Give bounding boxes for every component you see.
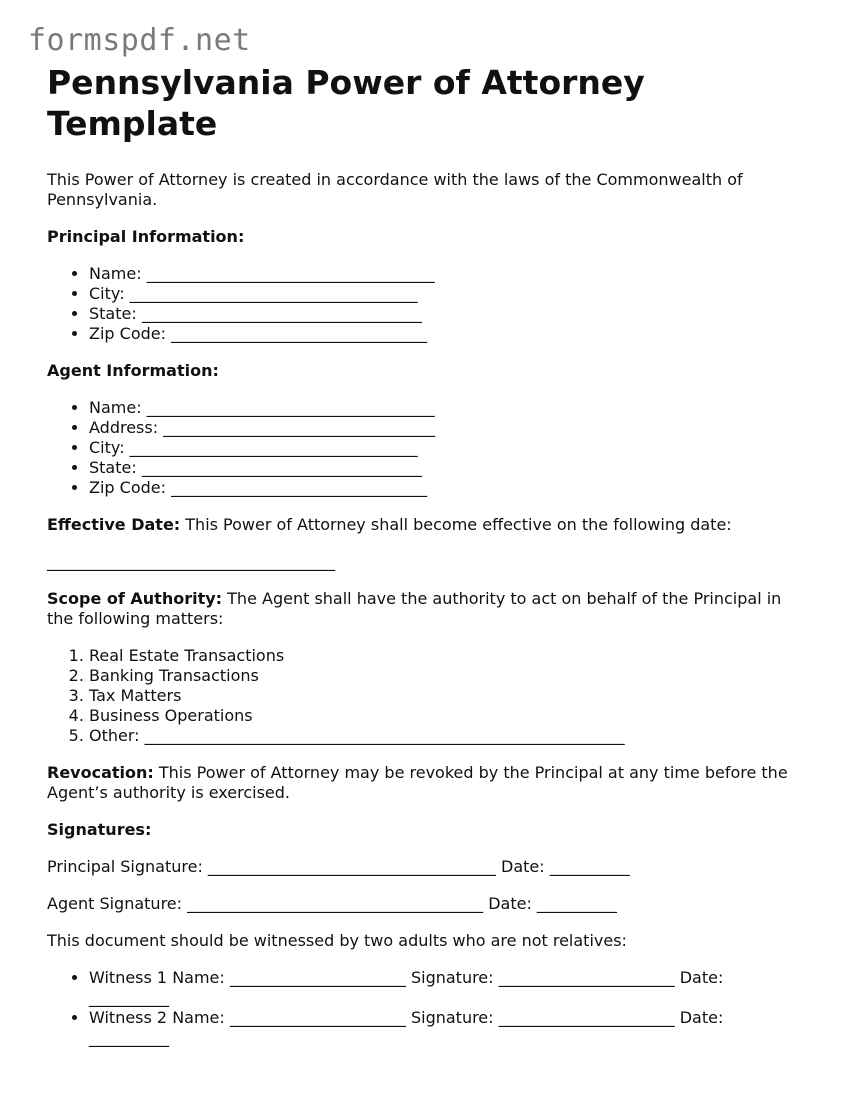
agent-heading: Agent Information: [47,361,219,380]
witness-1-line: • Witness 1 Name: ______________________ Signature: ______________________ Date: __________ [89,968,807,1008]
agent-state-field: • State: ___________________________________ [89,458,807,478]
principal-name-field: • Name: ____________________________________ [89,264,807,284]
document-title: Pennsylvania Power of Attorney Template [47,63,645,143]
scope-label: Scope of Authority: [47,589,223,608]
principal-city-field: • City: ____________________________________ [89,284,807,304]
principal-state-field: • State: ___________________________________ [89,304,807,324]
revocation-label: Revocation: [47,763,154,782]
agent-zip-field: • Zip Code: ________________________________ [89,478,807,498]
watermark: formspdf.net [28,23,251,58]
scope-item-other: 5. Other: ____________________________________________________________ [89,726,807,746]
effective-date-blank: ____________________________________ [47,552,335,571]
agent-signature-line: Agent Signature: _____________________________________ Date: __________ [47,894,617,913]
scope-item-real-estate: 1. Real Estate Transactions [89,646,807,666]
intro-paragraph: This Power of Attorney is created in accordance with the laws of the Commonwealth of Pennsylvania. [47,170,743,209]
effective-date-label: Effective Date: [47,515,181,534]
scope-list [47,646,807,746]
agent-name-field: • Name: ____________________________________ [89,398,807,418]
scope-paragraph [47,589,807,629]
effective-date-paragraph [47,515,807,535]
document-page [47,62,807,1048]
scope-item-tax: 3. Tax Matters [89,686,807,706]
witness-list [47,968,807,1048]
principal-heading: Principal Information: [47,227,245,246]
signatures-heading: Signatures: [47,820,152,839]
agent-address-field: • Address: __________________________________ [89,418,807,438]
witness-note: This document should be witnessed by two adults who are not relatives: [47,931,627,950]
principal-signature-line: Principal Signature: ____________________________________ Date: __________ [47,857,630,876]
principal-fields-list [47,264,807,344]
scope-item-business: 4. Business Operations [89,706,807,726]
agent-fields-list [47,398,807,498]
scope-text: The Agent shall have the authority to act on behalf of the Principal in the following matters: [47,589,782,628]
revocation-paragraph [47,763,807,803]
witness-2-line: • Witness 2 Name: ______________________ Signature: ______________________ Date: __________ [89,1008,807,1048]
agent-city-field: • City: ____________________________________ [89,438,807,458]
scope-item-banking: 2. Banking Transactions [89,666,807,686]
principal-zip-field: • Zip Code: ________________________________ [89,324,807,344]
revocation-text: This Power of Attorney may be revoked by the Principal at any time before the Agent’s authority is exercised. [47,763,788,802]
effective-date-text: This Power of Attorney shall become effective on the following date: [180,515,732,534]
